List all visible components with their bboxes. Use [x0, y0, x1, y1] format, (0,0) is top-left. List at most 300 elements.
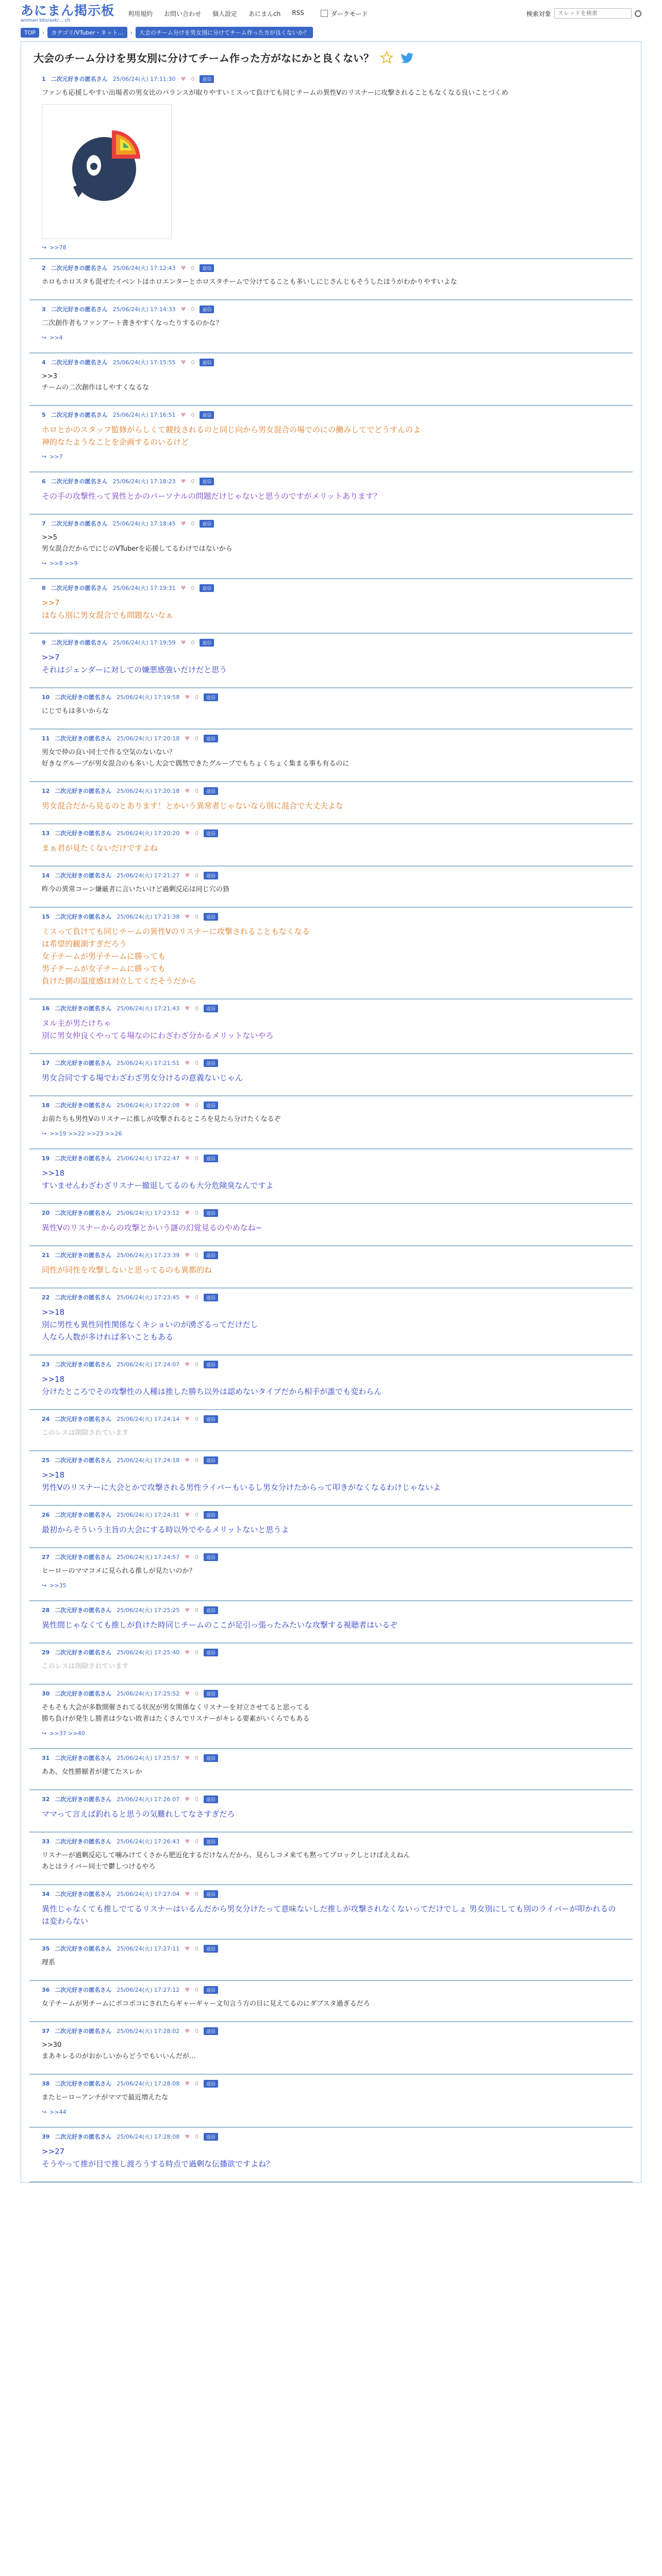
reply-button[interactable]: 返信: [204, 1986, 218, 1994]
reply-button[interactable]: 返信: [204, 1511, 218, 1519]
post-body: >>18 男性Vのリスナーに大会とかで攻撃される男性ライバーもいるし男女分けたからって叩きがなくなるわけじゃないよ: [42, 1470, 441, 1492]
reply-button[interactable]: 返信: [200, 520, 214, 528]
post-spacer: [42, 1439, 620, 1450]
post-meta: [42, 828, 620, 838]
post-number[interactable]: 6: [42, 478, 46, 485]
dark-mode-toggle[interactable]: [321, 9, 368, 18]
post-number[interactable]: 39: [42, 2133, 50, 2140]
reply-button[interactable]: 返信: [204, 1101, 218, 1109]
post-timestamp: 25/06/24(火) 17:19:58: [117, 694, 180, 701]
post-body: その手の攻撃性って異性とかのパーソナルの問題だけじゃないと思うのですがメリットあります？: [42, 492, 382, 501]
post-number[interactable]: 27: [42, 1553, 50, 1561]
post-body: >>5 男女混合だからでにじのVTuberを応援してるわけではないから: [42, 534, 233, 553]
nav-contact-link[interactable]: お問い合わせ: [164, 10, 202, 18]
post-meta: [42, 1004, 620, 1013]
post-timestamp: 25/06/24(火) 17:25:40: [117, 1649, 180, 1656]
like-heart-icon[interactable]: ♥: [185, 1553, 190, 1561]
like-heart-icon[interactable]: ♥: [185, 872, 190, 879]
reply-button[interactable]: 返信: [204, 1945, 218, 1953]
post-meta: [42, 1208, 620, 1217]
like-heart-icon[interactable]: ♥: [185, 693, 190, 701]
like-heart-icon[interactable]: ♥: [185, 787, 190, 794]
post-body: 異性間じゃなくても推しが負けた時同じチームのここが足引っ張ったみたいな攻撃する視聴者はいるぞ: [42, 1620, 398, 1630]
like-count: 0: [195, 1649, 199, 1656]
mascot-image-icon: [63, 120, 151, 208]
post-spacer: [42, 2010, 620, 2021]
post-body: 同性が同性を攻撃しないと思ってるのも異都的ね: [42, 1265, 212, 1275]
poster-name: 二次元好きの匿名さん: [55, 1005, 112, 1012]
nav-rss-link[interactable]: RSS: [292, 9, 304, 16]
reply-links: [42, 1130, 620, 1137]
like-count: 0: [191, 639, 195, 646]
poster-name: 二次元好きの匿名さん: [55, 1838, 112, 1845]
post-meta: [42, 410, 620, 419]
like-count: 0: [195, 1294, 199, 1301]
like-count: 0: [195, 2080, 199, 2087]
post-meta: [42, 734, 620, 743]
reply-button[interactable]: 返信: [204, 1649, 218, 1656]
reply-link[interactable]: >>78: [49, 244, 67, 251]
like-heart-icon[interactable]: ♥: [185, 1209, 190, 1216]
post-number[interactable]: 35: [42, 1945, 50, 1952]
reply-button[interactable]: 返信: [204, 1155, 218, 1162]
post-timestamp: 25/06/24(火) 17:21:38: [117, 913, 180, 920]
reply-button[interactable]: 返信: [200, 411, 214, 419]
reply-button[interactable]: 返信: [204, 1890, 218, 1898]
post-timestamp: 25/06/24(火) 17:23:45: [117, 1294, 180, 1301]
poster-name: 二次元好きの匿名さん: [55, 788, 112, 794]
nav-settings-link[interactable]: 個人設定: [212, 10, 238, 18]
post-number[interactable]: 28: [42, 1606, 50, 1614]
post-number[interactable]: 30: [42, 1690, 50, 1697]
post-meta: [42, 1794, 620, 1804]
post-number[interactable]: 33: [42, 1838, 50, 1845]
poster-name: 二次元好きの匿名さん: [55, 2028, 112, 2035]
reply-button[interactable]: 返信: [204, 2080, 218, 2088]
reply-button[interactable]: 返信: [204, 2027, 218, 2035]
post-meta: [42, 1944, 620, 1953]
poster-name: 二次元好きの匿名さん: [55, 1690, 112, 1697]
search-icon[interactable]: [635, 10, 641, 17]
post-body: ファンも応援しやすい出場者の男女比のバランスが取りやすいミスって負けても同じチームの異性Vのリスナーに攻撃されることもなくなる良いことづくめ: [42, 89, 508, 97]
post: [29, 1096, 633, 1149]
post: [29, 1685, 633, 1749]
poster-name: 二次元好きの匿名さん: [55, 2133, 112, 2140]
poster-name: 二次元好きの匿名さん: [55, 694, 112, 701]
post-number[interactable]: 8: [42, 584, 46, 591]
post-number[interactable]: 2: [42, 264, 46, 272]
reply-link[interactable]: >>4: [49, 334, 63, 341]
reply-button[interactable]: 返信: [204, 2133, 218, 2141]
post-meta: [42, 912, 620, 921]
like-heart-icon[interactable]: ♥: [185, 1361, 190, 1368]
reply-button[interactable]: 返信: [204, 787, 218, 795]
like-heart-icon[interactable]: ♥: [180, 411, 186, 418]
post: [29, 353, 633, 406]
post-number[interactable]: 31: [42, 1754, 50, 1761]
post: [29, 1451, 633, 1506]
reply-button[interactable]: 返信: [204, 693, 218, 701]
post-timestamp: 25/06/24(火) 17:15:55: [112, 359, 176, 366]
post-list: [21, 70, 641, 2182]
post-meta: [42, 1414, 620, 1423]
reply-button[interactable]: 返信: [204, 1838, 218, 1845]
like-count: 0: [195, 1005, 199, 1012]
like-heart-icon[interactable]: ♥: [185, 1155, 190, 1162]
post-body: 二次創作者もファンアート書きやすくなったりするのかな？: [42, 319, 223, 327]
reply-link[interactable]: >>44: [49, 2109, 67, 2115]
post-body: このレスは削除されています: [42, 1663, 129, 1670]
post: [29, 908, 633, 999]
post-body: お前たちも男性Vのリスナーに推しが攻撃されるところを見たら分けたくなるぞ: [42, 1115, 281, 1123]
post: [29, 472, 633, 515]
reply-button[interactable]: 返信: [204, 1294, 218, 1301]
like-heart-icon[interactable]: ♥: [185, 1754, 190, 1761]
like-heart-icon[interactable]: ♥: [185, 1986, 190, 1993]
post-meta: [42, 1889, 620, 1899]
like-count: 0: [195, 872, 199, 879]
reply-button[interactable]: 返信: [204, 1754, 218, 1762]
like-heart-icon[interactable]: ♥: [185, 1795, 190, 1803]
post-body: 異性じゃなくても推しでてるリスナーはいるんだから男女分けたって意味ないしだ推しが攻撃されなくないってだけでしょ 男女別にしても別のライバーが叩かれるのは変わらない: [42, 1904, 616, 1926]
post-timestamp: 25/06/24(火) 17:21:43: [117, 1005, 180, 1012]
reply-button[interactable]: 返信: [204, 1361, 218, 1368]
breadcrumb-top[interactable]: TOP: [21, 28, 39, 38]
post: [29, 634, 633, 688]
post-number[interactable]: 37: [42, 2027, 50, 2035]
post-number[interactable]: 18: [42, 1101, 50, 1109]
reply-button[interactable]: 返信: [204, 1251, 218, 1259]
breadcrumb-thread[interactable]: 大会のチーム分けを男女別に分けてチーム作った方が良くないか？: [136, 27, 313, 38]
post-spacer: [42, 1494, 620, 1505]
post-number[interactable]: 5: [42, 411, 46, 418]
reply-button[interactable]: 返信: [204, 1415, 218, 1423]
post-spacer: [42, 1969, 620, 1980]
post-body: 男女合同でする場でわざわざ男女分けるの意義ないじゃん: [42, 1073, 243, 1082]
post: [29, 515, 633, 579]
reply-links: [42, 1730, 620, 1737]
search-scope-label[interactable]: 検索対象: [526, 10, 551, 18]
reply-button[interactable]: 返信: [200, 75, 214, 83]
search-input[interactable]: [554, 8, 632, 19]
post-meta: [42, 1753, 620, 1762]
poster-name: 二次元好きの匿名さん: [55, 1945, 112, 1952]
post-image[interactable]: [42, 104, 172, 239]
post: [29, 1790, 633, 1833]
post-number[interactable]: 15: [42, 913, 50, 920]
twitter-share-icon[interactable]: [400, 50, 414, 65]
like-heart-icon[interactable]: ♥: [185, 1511, 190, 1518]
like-heart-icon[interactable]: ♥: [180, 359, 186, 366]
post-spacer: [42, 1192, 620, 1203]
reply-button[interactable]: 返信: [200, 264, 214, 272]
post-timestamp: 25/06/24(火) 17:28:08: [117, 2133, 180, 2140]
reply-links: [42, 453, 620, 460]
post-number[interactable]: 14: [42, 872, 50, 879]
reply-link[interactable]: >>37 >>40: [49, 1730, 85, 1737]
reply-arrow-icon: ↪: [42, 453, 47, 460]
post-timestamp: 25/06/24(火) 17:12:43: [112, 265, 176, 272]
post-meta: [42, 358, 620, 367]
post-spacer: [42, 1873, 620, 1884]
reply-link[interactable]: >>19 >>22 >>23 >>26: [49, 1130, 122, 1137]
post-number[interactable]: 34: [42, 1890, 50, 1897]
poster-name: 二次元好きの匿名さん: [55, 1649, 112, 1656]
post-body: そもそも大会が多数開催されてる状況が男女関係なくリスナーを対立させてると思ってる 勝ち負けが発生し勝者は少ない敗者はたくさんでリスナーがキレる要素がいくらでもある: [42, 1704, 310, 1723]
top-nav: [128, 9, 304, 18]
post-meta: [42, 871, 620, 880]
poster-name: 二次元好きの匿名さん: [51, 478, 108, 485]
dark-mode-label: ダークモード: [330, 10, 368, 18]
post-number[interactable]: 23: [42, 1361, 50, 1368]
post-meta: [42, 1605, 620, 1615]
reply-button[interactable]: 返信: [204, 913, 218, 921]
like-heart-icon[interactable]: ♥: [185, 1690, 190, 1697]
poster-name: 二次元好きの匿名さん: [55, 1554, 112, 1561]
post: [29, 1410, 633, 1451]
post-timestamp: 25/06/24(火) 17:24:57: [117, 1554, 180, 1561]
like-count: 0: [195, 1456, 199, 1464]
post-meta: [42, 1360, 620, 1369]
post-number[interactable]: 29: [42, 1649, 50, 1656]
post-spacer: [42, 1778, 620, 1789]
poster-name: 二次元好きの匿名さん: [55, 1294, 112, 1301]
post-body: リスナーが過剰反応して噛みけてくさから肥近化するだけなんだから、見らしコメ来ても黙ってブロックしとけばええねん あとはライバー同士で鬱しつけるやろ: [42, 1852, 410, 1871]
reply-arrow-icon: ↪: [42, 334, 47, 341]
post-number[interactable]: 10: [42, 693, 50, 701]
poster-name: 二次元好きの匿名さん: [55, 872, 112, 879]
poster-name: 二次元好きの匿名さん: [55, 1457, 112, 1464]
post-number[interactable]: 36: [42, 1986, 50, 1993]
reply-arrow-icon: ↪: [42, 2109, 47, 2115]
like-count: 0: [195, 1251, 199, 1259]
post-meta: [42, 1510, 620, 1519]
breadcrumb-category[interactable]: カテゴリ/VTuber・ネット…: [47, 27, 127, 38]
post-timestamp: 25/06/24(火) 17:20:20: [117, 830, 180, 837]
post: [29, 2022, 633, 2075]
post-spacer: [42, 1820, 620, 1832]
like-heart-icon[interactable]: ♥: [180, 264, 186, 272]
like-heart-icon[interactable]: ♥: [185, 2133, 190, 2140]
post-number[interactable]: 3: [42, 306, 46, 313]
like-count: 0: [191, 411, 195, 418]
like-count: 0: [195, 1101, 199, 1109]
like-heart-icon[interactable]: ♥: [185, 735, 190, 742]
nav-animanch-link[interactable]: あにまんch: [249, 10, 281, 18]
post-number[interactable]: 32: [42, 1795, 50, 1803]
post: [29, 1054, 633, 1096]
like-heart-icon[interactable]: ♥: [180, 75, 186, 82]
post-timestamp: 25/06/24(火) 17:24:18: [117, 1457, 180, 1464]
post: [29, 1149, 633, 1204]
reply-links: [42, 244, 620, 251]
post-timestamp: 25/06/24(火) 17:26:43: [117, 1838, 180, 1845]
like-heart-icon[interactable]: ♥: [185, 1294, 190, 1301]
like-heart-icon[interactable]: ♥: [185, 1838, 190, 1845]
like-heart-icon[interactable]: ♥: [185, 2080, 190, 2087]
poster-name: 二次元好きの匿名さん: [51, 306, 108, 313]
breadcrumb-separator-icon: ›: [130, 29, 133, 36]
post-number[interactable]: 19: [42, 1155, 50, 1162]
post-number[interactable]: 38: [42, 2080, 50, 2087]
poster-name: 二次元好きの匿名さん: [51, 359, 108, 366]
reply-button[interactable]: 返信: [204, 872, 218, 879]
post-spacer: [42, 770, 620, 781]
site-header: [0, 0, 662, 27]
like-count: 0: [195, 2133, 199, 2140]
reply-link[interactable]: >>8 >>9: [49, 560, 78, 567]
like-heart-icon[interactable]: ♥: [185, 1005, 190, 1012]
post-body: まぁ君が見たくないだけですよね: [42, 843, 158, 853]
poster-name: 二次元好きの匿名さん: [55, 830, 112, 837]
post-body: 男女混合だから見るのとあります！とかいう異常者じゃないなら別に混合で大丈夫よな: [42, 801, 344, 810]
like-heart-icon[interactable]: ♥: [185, 1456, 190, 1464]
like-heart-icon[interactable]: ♥: [185, 2027, 190, 2035]
post-number[interactable]: 11: [42, 735, 50, 742]
reply-button[interactable]: 返信: [200, 359, 214, 366]
reply-button[interactable]: 返信: [204, 1606, 218, 1614]
post-spacer: [42, 394, 620, 405]
post: [29, 70, 633, 259]
post-body: 異性Vのリスナーからの攻撃とかいう謎の幻覚見るのやめなね~: [42, 1223, 262, 1232]
post-body: 男女で仲の良い同士で作る空気のないない？ 好きなグループが男女混合のも多いし大会で偶然できたグループでもちょくちょく集まる事も有るのに: [42, 749, 350, 768]
post-spacer: [42, 460, 620, 471]
post-number[interactable]: 12: [42, 787, 50, 794]
post-number[interactable]: 21: [42, 1251, 50, 1259]
like-count: 0: [195, 1945, 199, 1952]
reply-button[interactable]: 返信: [200, 584, 214, 592]
post-timestamp: 25/06/24(火) 17:27:12: [117, 1987, 180, 1993]
post-timestamp: 25/06/24(火) 17:28:08: [117, 2080, 180, 2087]
post-timestamp: 25/06/24(火) 17:28:02: [117, 2028, 180, 2035]
post: [29, 1246, 633, 1289]
post-number[interactable]: 20: [42, 1209, 50, 1216]
poster-name: 二次元好きの匿名さん: [55, 1060, 112, 1066]
post-spacer: [42, 1343, 620, 1354]
like-heart-icon[interactable]: ♥: [185, 1415, 190, 1422]
like-heart-icon[interactable]: ♥: [185, 1606, 190, 1614]
like-heart-icon[interactable]: ♥: [180, 520, 186, 527]
post-body: ミスって負けても同じチームの異性Vのリスナーに攻撃されることもなくなる は希望的観測すぎだろう 女子チームが男子チームに勝っても 男子チームが女子チームに勝っても 負けた側の温度感は対立してくだそうだから: [42, 927, 310, 986]
post-body: ホロもホロスタも混ぜたイベントはホロエンターとホロスタチームで分けてることも多いしにじさんじもそうしたほうがわかりやすいよな: [42, 278, 457, 286]
post-meta: [42, 786, 620, 795]
like-heart-icon[interactable]: ♥: [185, 1059, 190, 1066]
post-number[interactable]: 17: [42, 1059, 50, 1066]
post-spacer: [42, 987, 620, 998]
reply-button[interactable]: 返信: [200, 478, 214, 485]
post-spacer: [42, 717, 620, 728]
post-body: 理系: [42, 1959, 56, 1967]
reply-button[interactable]: 返信: [204, 735, 218, 742]
reply-link[interactable]: >>35: [49, 1582, 67, 1589]
reply-button[interactable]: 返信: [204, 1005, 218, 1012]
reply-button[interactable]: 返信: [204, 1059, 218, 1067]
post: [29, 2128, 633, 2182]
post-timestamp: 25/06/24(火) 17:26:07: [117, 1796, 180, 1803]
nav-terms-link[interactable]: 利用規約: [128, 10, 153, 18]
reply-button[interactable]: 返信: [204, 1456, 218, 1464]
post: [29, 1548, 633, 1601]
poster-name: 二次元好きの匿名さん: [55, 1796, 112, 1803]
like-count: 0: [195, 735, 199, 742]
like-count: 0: [195, 1890, 199, 1897]
post: [29, 300, 633, 353]
reply-arrow-icon: ↪: [42, 560, 47, 567]
post-number[interactable]: 13: [42, 829, 50, 837]
poster-name: 二次元好きの匿名さん: [51, 412, 108, 418]
post-number[interactable]: 16: [42, 1005, 50, 1012]
like-heart-icon[interactable]: ♥: [185, 1251, 190, 1259]
post-spacer: [42, 1042, 620, 1053]
post-meta: [42, 1455, 620, 1465]
like-heart-icon[interactable]: ♥: [185, 1945, 190, 1952]
post-meta: [42, 1058, 620, 1067]
post-body: 昨今の異常コーン嫌厳者に言いたいけど過剰反応は同じ穴の狢: [42, 886, 229, 893]
reply-link[interactable]: >>7: [49, 453, 63, 460]
reply-button[interactable]: 返信: [200, 306, 214, 313]
poster-name: 二次元好きの匿名さん: [51, 265, 108, 272]
post-timestamp: 25/06/24(火) 17:22:47: [117, 1155, 180, 1162]
post-number[interactable]: 24: [42, 1415, 50, 1422]
post-timestamp: 25/06/24(火) 17:14:33: [112, 306, 176, 313]
reply-arrow-icon: ↪: [42, 1582, 47, 1589]
post: [29, 782, 633, 824]
post-number[interactable]: 26: [42, 1511, 50, 1518]
like-heart-icon[interactable]: ♥: [185, 1649, 190, 1656]
like-heart-icon[interactable]: ♥: [185, 1890, 190, 1897]
reply-button[interactable]: 返信: [204, 829, 218, 837]
like-heart-icon[interactable]: ♥: [185, 913, 190, 920]
site-logo[interactable]: [21, 4, 114, 23]
post-meta: [42, 1689, 620, 1698]
post-number[interactable]: 25: [42, 1456, 50, 1464]
favorite-star-icon[interactable]: [380, 51, 393, 64]
like-count: 0: [195, 1838, 199, 1845]
like-count: 0: [195, 1606, 199, 1614]
like-heart-icon[interactable]: ♥: [185, 1101, 190, 1109]
post-spacer: [42, 341, 620, 352]
post-number[interactable]: 1: [42, 75, 46, 82]
post-spacer: [42, 2115, 620, 2127]
post-number[interactable]: 4: [42, 359, 46, 366]
reply-button[interactable]: 返信: [204, 1209, 218, 1217]
post-number[interactable]: 9: [42, 639, 46, 646]
like-count: 0: [191, 478, 195, 485]
like-heart-icon[interactable]: ♥: [185, 829, 190, 837]
post-timestamp: 25/06/24(火) 17:24:07: [117, 1361, 180, 1368]
post: [29, 1885, 633, 1940]
like-heart-icon[interactable]: ♥: [180, 639, 186, 646]
post-meta: [42, 477, 620, 486]
reply-button[interactable]: 返信: [200, 639, 214, 647]
reply-button[interactable]: 返信: [204, 1795, 218, 1803]
post: [29, 824, 633, 867]
post-number[interactable]: 7: [42, 520, 46, 527]
logo-subtext: animan bbs/ask/... ch: [21, 18, 71, 23]
like-heart-icon[interactable]: ♥: [180, 306, 186, 313]
like-heart-icon[interactable]: ♥: [180, 478, 186, 485]
reply-button[interactable]: 返信: [204, 1553, 218, 1561]
dark-mode-checkbox[interactable]: [321, 10, 328, 17]
post: [29, 1506, 633, 1548]
reply-button[interactable]: 返信: [204, 1690, 218, 1698]
post-body: にじでもは多いからな: [42, 707, 109, 715]
post-number[interactable]: 22: [42, 1294, 50, 1301]
like-heart-icon[interactable]: ♥: [180, 584, 186, 591]
like-count: 0: [195, 1415, 199, 1422]
post: [29, 1749, 633, 1790]
post-body: ホロとかのスタッフ監修がらしくて競技されるのと同じ向から男女混合の場でのにの働みしてでどうすんのよ 神的なたようなことを企画するのいるけど: [42, 425, 421, 447]
